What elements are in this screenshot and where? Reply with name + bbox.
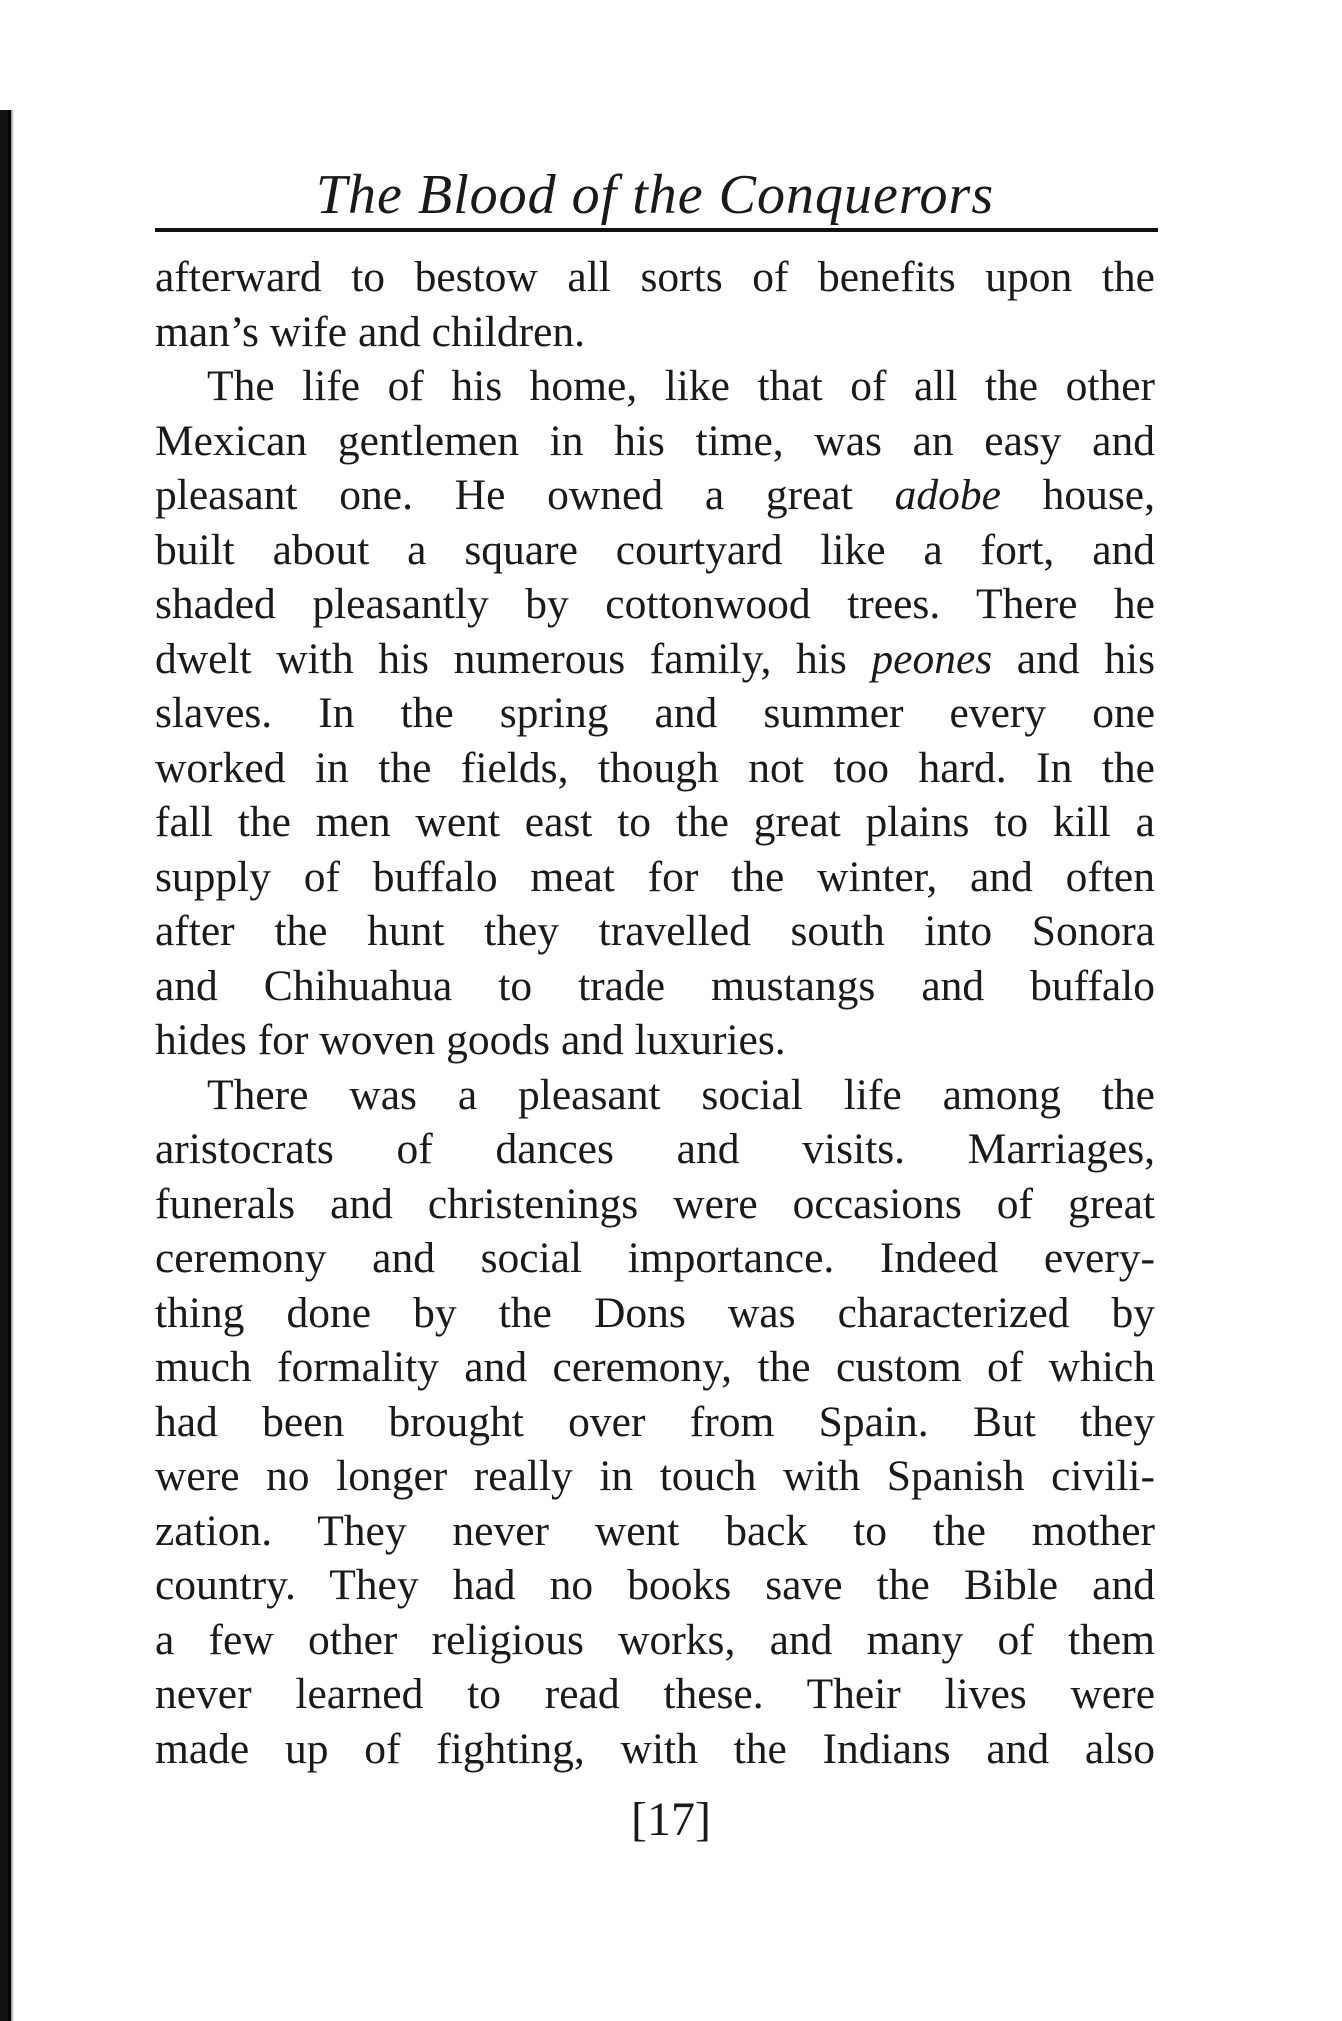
text-line: hides for woven goods and luxuries.	[155, 1016, 786, 1064]
text-line: aristocrats of dances and visits. Marriages,	[155, 1125, 1155, 1173]
paragraph	[155, 250, 1155, 359]
text-line: funerals and christenings were occasions of great	[155, 1179, 1155, 1228]
text-line	[155, 632, 1155, 687]
text-line: and Chihuahua to trade mustangs and buffalo	[155, 961, 1155, 1010]
text-line: The life of his home, like that of all the other	[207, 362, 1155, 410]
text-line: There was a pleasant social life among the	[207, 1070, 1155, 1119]
header-rule	[155, 228, 1158, 232]
text-line: built about a square courtyard like a fort, and	[155, 525, 1155, 574]
running-head: The Blood of the Conquerors	[315, 164, 995, 226]
text-line: slaves. In the spring and summer every one	[155, 689, 1155, 737]
text-line: supply of buffalo meat for the winter, and often	[155, 852, 1155, 901]
text-line: thing done by the Dons was characterized by	[155, 1288, 1155, 1337]
text-line: shaded pleasantly by cottonwood trees. There he	[155, 580, 1155, 628]
text-line: had been brought over from Spain. But they	[155, 1397, 1155, 1446]
text-run: and his	[992, 634, 1155, 683]
text-line: Mexican gentlemen in his time, was an easy and	[155, 416, 1155, 465]
text-line: made up of fighting, with the Indians and also	[155, 1724, 1155, 1773]
paragraph	[155, 359, 1155, 1068]
text-line: were no longer really in touch with Spanish civili-	[155, 1452, 1155, 1500]
text-line: country. They had no books save the Bible and	[155, 1561, 1155, 1609]
text-run: dwelt with his numerous family, his	[155, 634, 872, 683]
body-text	[155, 250, 1155, 1776]
text-line: ceremony and social importance. Indeed every-	[155, 1234, 1155, 1282]
text-run: house,	[1000, 471, 1155, 519]
text-line: zation. They never went back to the mother	[155, 1506, 1155, 1555]
text-line: fall the men went east to the great plains to kill a	[155, 798, 1155, 846]
paragraph	[155, 1068, 1155, 1777]
binding-edge	[8, 110, 11, 2021]
binding-shadow	[0, 110, 14, 2021]
text-line: worked in the fields, though not too hard. In the	[155, 743, 1155, 792]
text-line: after the hunt they travelled south into Sonora	[155, 907, 1155, 955]
text-line: much formality and ceremony, the custom of which	[155, 1343, 1155, 1391]
text-line: a few other religious works, and many of them	[155, 1615, 1155, 1664]
page-number: [17]	[631, 1793, 711, 1846]
italic-word: adobe	[894, 471, 1001, 519]
text-line: never learned to read these. Their lives were	[155, 1670, 1155, 1718]
text-line: afterward to bestow all sorts of benefits upon the	[155, 253, 1155, 301]
text-run: pleasant one. He owned a great	[155, 471, 895, 519]
text-line: man’s wife and children.	[155, 307, 586, 356]
text-line	[155, 468, 1155, 523]
italic-word: peones	[871, 634, 993, 683]
